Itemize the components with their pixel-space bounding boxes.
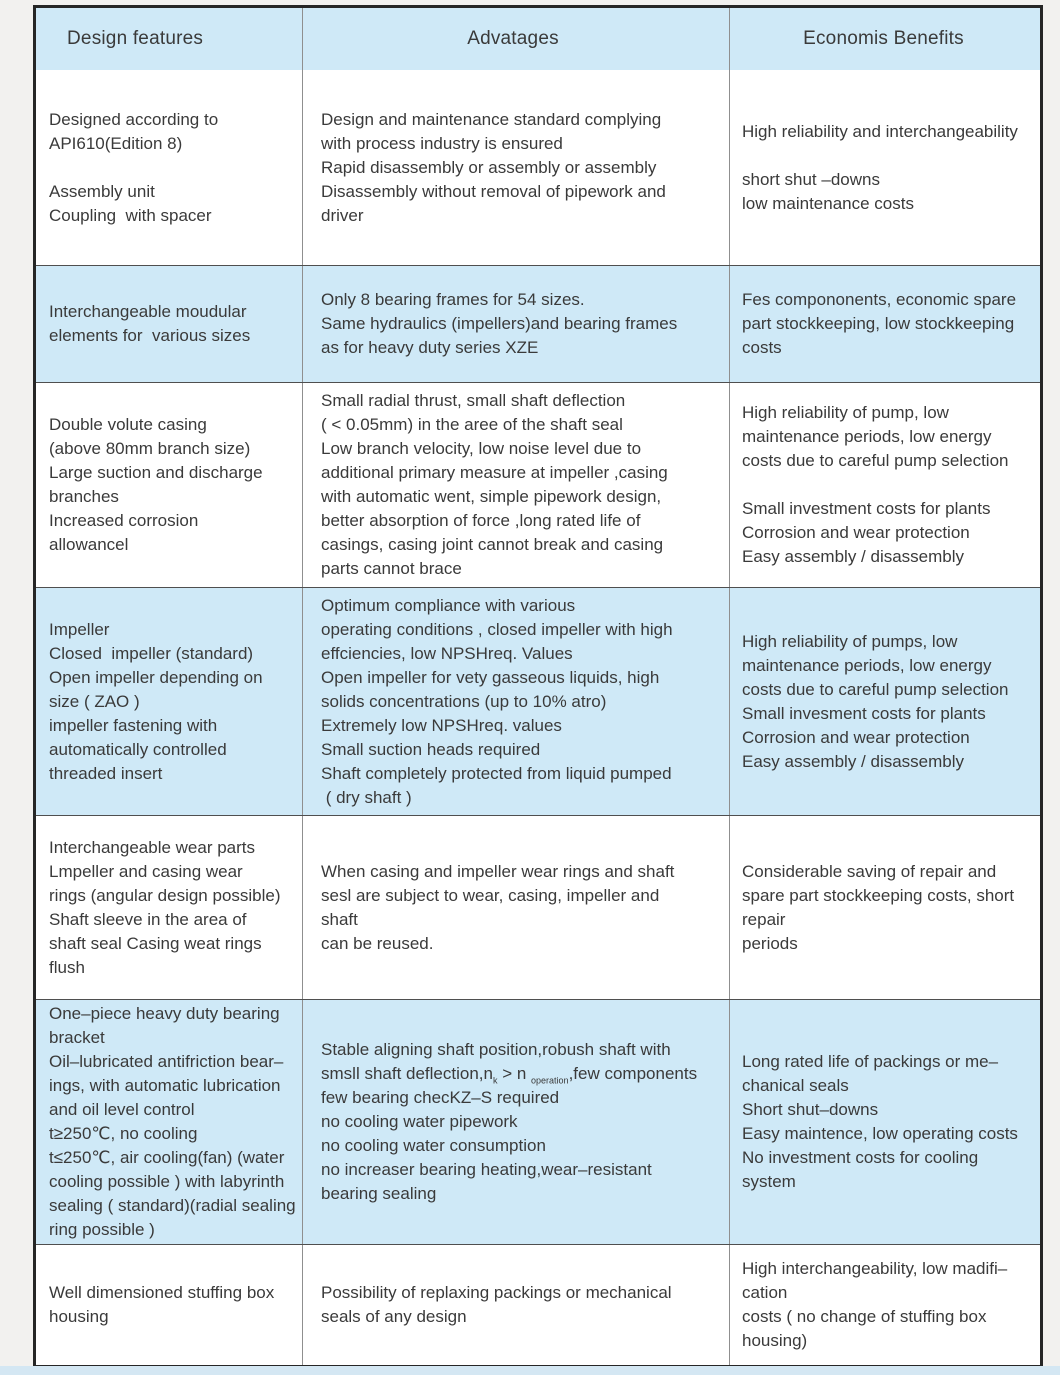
text-line: solids concentrations (up to 10% atro) xyxy=(321,691,607,711)
text-line: Small investment costs for plants xyxy=(742,499,991,518)
text-line: ring possible ) xyxy=(49,1220,155,1239)
cell-advantages xyxy=(302,1000,729,1244)
text-line: Closed impeller (standard) xyxy=(49,643,254,663)
text-line: t≥250℃, no cooling xyxy=(49,1124,198,1143)
text-line: periods xyxy=(742,933,798,953)
features-table xyxy=(33,5,1043,1368)
text-line: branches xyxy=(49,487,119,506)
bottom-blue-strip xyxy=(0,1366,1060,1375)
text-line: no increaser bearing heating,wear–resistant xyxy=(321,1160,652,1179)
cell-advantages xyxy=(302,70,729,265)
text-line: Easy assembly / disassembly xyxy=(742,751,965,771)
text-line: automatically controlled xyxy=(49,739,227,759)
table-body xyxy=(36,70,1040,1365)
table-header-row xyxy=(36,8,1040,70)
text-line: Double volute casing xyxy=(49,415,207,434)
table-row xyxy=(36,587,1040,815)
text-line: costs xyxy=(742,338,782,357)
text-line: Coupling with spacer xyxy=(49,205,212,225)
text-line xyxy=(742,473,1037,497)
text-line: cooling possible ) with labyrinth xyxy=(49,1172,285,1191)
text-line: chanical seals xyxy=(742,1076,849,1095)
text-line: seals of any design xyxy=(321,1307,467,1326)
header-advantages xyxy=(302,8,729,70)
text-line: Considerable saving of repair and xyxy=(742,861,997,881)
text-line: Low branch velocity, low noise level due to xyxy=(321,439,642,458)
text-line: Disassembly without removal of pipework and xyxy=(321,181,666,201)
text-line: shaft seal Casing weat rings xyxy=(49,933,262,953)
text-line: cation xyxy=(742,1283,788,1302)
text-line: housing) xyxy=(742,1331,808,1350)
text-line: One–piece heavy duty bearing xyxy=(49,1004,280,1023)
text-line: elements for various sizes xyxy=(49,326,251,345)
text-line: Well dimensioned stuffing box xyxy=(49,1283,275,1302)
text-line: threaded insert xyxy=(49,763,163,783)
text-line: parts cannot brace xyxy=(321,559,462,578)
cell-advantages xyxy=(302,266,729,382)
text-line: housing xyxy=(49,1307,109,1326)
text-line: Only 8 bearing frames for 54 sizes. xyxy=(321,290,585,309)
text-line: as for heavy duty series XZE xyxy=(321,338,539,357)
text-line: smsll shaft $deflection,n_k > n$ $_{operation}$,few components xyxy=(321,1064,698,1086)
text-line xyxy=(742,144,1037,168)
cell-feature xyxy=(36,1245,302,1365)
text-line: repair xyxy=(742,909,786,929)
cell-benefits xyxy=(729,1000,1040,1244)
text-line: rings (angular design possible) xyxy=(49,885,281,905)
text-line: no cooling water consumption xyxy=(321,1136,546,1155)
text-line: driver xyxy=(321,205,364,225)
text-line: ( < 0.05mm) in the aree of the shaft seal xyxy=(321,415,623,434)
cell-advantages xyxy=(302,816,729,999)
cell-feature xyxy=(36,70,302,265)
text-line: shaft xyxy=(321,909,358,929)
text-line: Easy maintence, low operating costs xyxy=(742,1124,1018,1143)
text-line: When casing and impeller wear rings and shaft xyxy=(321,861,675,881)
text-line: Same hydraulics (impellers)and bearing frames xyxy=(321,314,678,333)
text-line: Possibility of replaxing packings or mechanical xyxy=(321,1283,672,1302)
text-line: size ( ZAO ) xyxy=(49,691,140,711)
cell-advantages xyxy=(302,1245,729,1365)
text-line: flush xyxy=(49,957,85,977)
text-line: Design and maintenance standard complying xyxy=(321,109,662,129)
cell-benefits xyxy=(729,383,1040,587)
text-line: Open impeller depending on xyxy=(49,667,263,687)
text-line: costs due to careful pump selection xyxy=(742,451,1009,470)
text-line: Optimum compliance with various xyxy=(321,595,576,615)
text-line: spare part stockkeeping costs, short xyxy=(742,885,1015,905)
cell-benefits xyxy=(729,816,1040,999)
text-line: short shut –downs xyxy=(742,169,880,189)
cell-advantages xyxy=(302,383,729,587)
cell-benefits xyxy=(729,588,1040,815)
cell-benefits xyxy=(729,1245,1040,1365)
text-line: Corrosion and wear protection xyxy=(742,727,970,747)
cell-feature xyxy=(36,588,302,815)
text-line: allowancel xyxy=(49,535,129,554)
text-line: maintenance periods, low energy xyxy=(742,427,992,446)
text-line: Open impeller for vety gasseous liquids, high xyxy=(321,667,660,687)
text-line: Corrosion and wear protection xyxy=(742,523,970,542)
text-line: ( dry shaft ) xyxy=(321,787,412,807)
text-line: Shaft sleeve in the area of xyxy=(49,909,247,929)
text-line: Increased corrosion xyxy=(49,511,199,530)
text-line: Long rated life of packings or me– xyxy=(742,1052,999,1071)
text-line: Stable aligning shaft position,robush shaft with xyxy=(321,1040,671,1059)
text-line: impeller fastening with xyxy=(49,715,218,735)
table-row xyxy=(36,382,1040,587)
table-row xyxy=(36,265,1040,382)
text-line: no cooling water pipework xyxy=(321,1112,518,1131)
text-line: No investment costs for cooling xyxy=(742,1148,979,1167)
text-line: bearing sealing xyxy=(321,1184,437,1203)
text-line: Shaft completely protected from liquid pumped xyxy=(321,763,672,783)
text-line: Small invesment costs for plants xyxy=(742,703,986,723)
text-line: system xyxy=(742,1172,796,1191)
text-line: bracket xyxy=(49,1028,105,1047)
text-line: Assembly unit xyxy=(49,181,155,201)
table-row xyxy=(36,1244,1040,1365)
text-line: API610(Edition 8) xyxy=(49,133,183,153)
text-line: sesl are subject to wear, casing, impeller and xyxy=(321,885,660,905)
cell-benefits xyxy=(729,266,1040,382)
text-line xyxy=(49,156,296,180)
text-line: ings, with automatic lubrication xyxy=(49,1076,281,1095)
text-line: and oil level control xyxy=(49,1100,195,1119)
cell-feature xyxy=(36,383,302,587)
table-row xyxy=(36,815,1040,999)
table-row xyxy=(36,70,1040,265)
cell-feature xyxy=(36,1000,302,1244)
text-line: High reliability and interchangeability xyxy=(742,121,1018,141)
text-line: (above 80mm branch size) xyxy=(49,439,251,458)
text-line: maintenance periods, low energy xyxy=(742,655,992,675)
text-line: Interchangeable moudular xyxy=(49,302,247,321)
text-line: low maintenance costs xyxy=(742,193,914,213)
text-line: High interchangeability, low madifi– xyxy=(742,1259,1008,1278)
cell-advantages xyxy=(302,588,729,815)
text-line: casings, casing joint cannot break and casing xyxy=(321,535,664,554)
text-line: can be reused. xyxy=(321,933,434,953)
text-line: Designed according to xyxy=(49,109,219,129)
text-line: Small suction heads required xyxy=(321,739,541,759)
text-line: Oil–lubricated antifriction bear– xyxy=(49,1052,284,1071)
text-line: High reliability of pump, low xyxy=(742,403,949,422)
text-line: with automatic went, simple pipework design, xyxy=(321,487,662,506)
text-line: better absorption of force ,long rated life of xyxy=(321,511,641,530)
text-line: with process industry is ensured xyxy=(321,133,563,153)
text-line: operating conditions , closed impeller with high xyxy=(321,619,673,639)
text-line: Rapid disassembly or assembly or assembly xyxy=(321,157,657,177)
text-line: costs ( no change of stuffing box xyxy=(742,1307,987,1326)
text-line: Large suction and discharge xyxy=(49,463,263,482)
text-line: Lmpeller and casing wear xyxy=(49,861,243,881)
text-line: sealing ( standard)(radial sealing xyxy=(49,1196,296,1215)
header-economic-benefits xyxy=(729,8,1040,70)
text-line: Short shut–downs xyxy=(742,1100,879,1119)
cell-feature xyxy=(36,266,302,382)
text-line: High reliability of pumps, low xyxy=(742,631,958,651)
text-line: effciencies, low NPSHreq. Values xyxy=(321,643,573,663)
text-line: Extremely low NPSHreq. values xyxy=(321,715,562,735)
text-line: Interchangeable wear parts xyxy=(49,837,256,857)
text-line: few bearing checKZ–S required xyxy=(321,1088,560,1107)
header-label: Economis Benefits xyxy=(803,28,964,49)
text-line: Impeller xyxy=(49,619,110,639)
cell-benefits xyxy=(729,70,1040,265)
header-design-features xyxy=(36,8,302,70)
cell-feature xyxy=(36,816,302,999)
text-line: Easy assembly / disassembly xyxy=(742,547,965,566)
header-label: Advatages xyxy=(467,28,559,49)
text-line: additional primary measure at impeller ,casing xyxy=(321,463,668,482)
table-row xyxy=(36,999,1040,1244)
header-label: Design features xyxy=(67,28,204,49)
text-line: t≤250℃, air cooling(fan) (water xyxy=(49,1148,285,1167)
text-line: Fes compononents, economic spare xyxy=(742,290,1017,309)
text-line: Small radial thrust, small shaft deflection xyxy=(321,391,626,410)
text-line: part stockkeeping, low stockkeeping xyxy=(742,314,1015,333)
text-line: costs due to careful pump selection xyxy=(742,679,1009,699)
